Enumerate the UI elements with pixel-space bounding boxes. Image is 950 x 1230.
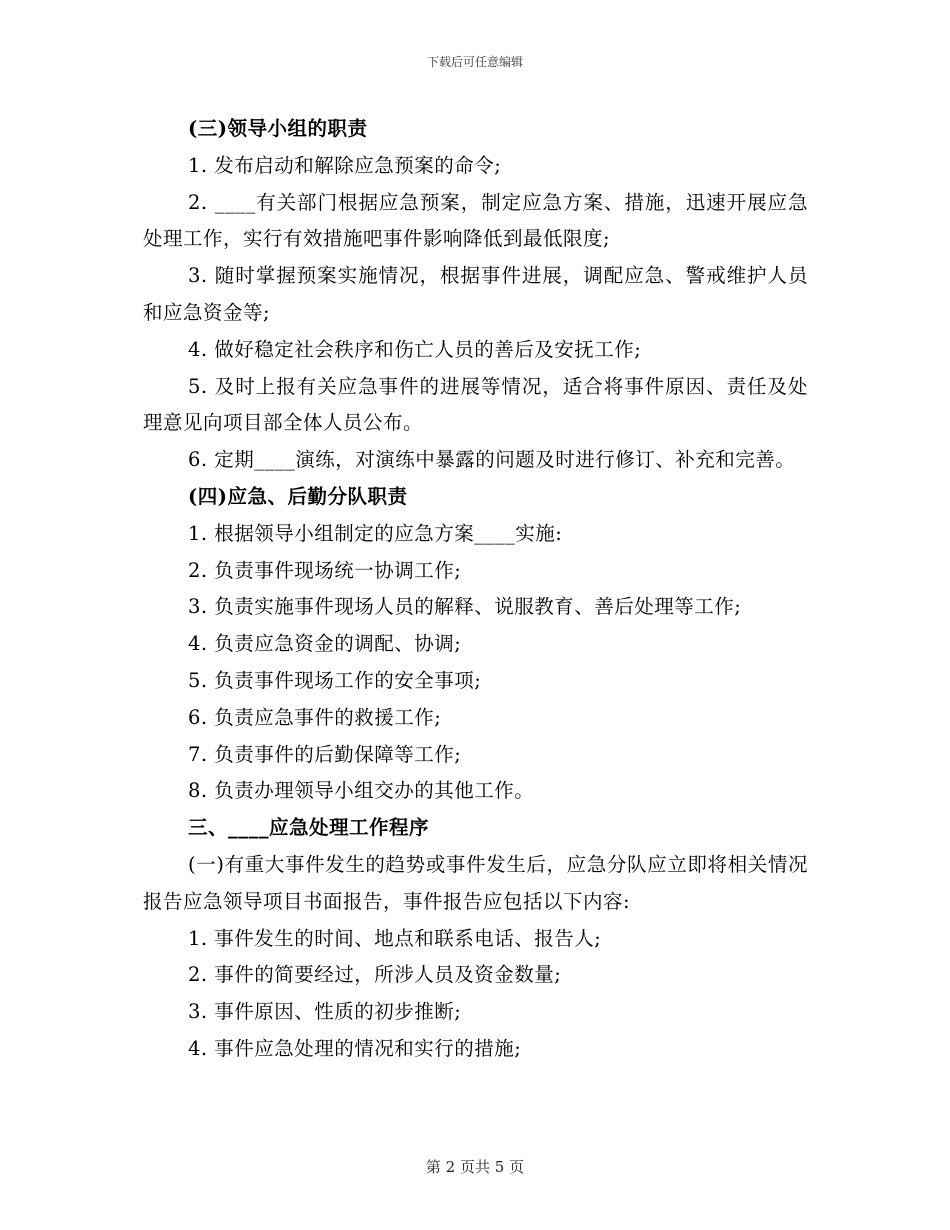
list-item: 5. 及时上报有关应急事件的进展等情况，适合将事件原因、责任及处理意见向项目部全体人员公布。 bbox=[143, 374, 808, 435]
section-heading: (三)领导小组的职责 bbox=[188, 117, 368, 140]
section-heading: 三、____应急处理工作程序 bbox=[188, 816, 430, 840]
document-body bbox=[143, 111, 808, 1068]
list-item: 7. 负责事件的后勤保障等工作; bbox=[188, 742, 462, 766]
list-item: 1. 事件发生的时间、地点和联系电话、报告人; bbox=[188, 926, 602, 950]
page-number: 第 2 页共 5 页 bbox=[425, 1158, 525, 1176]
list-item: 1. 根据领导小组制定的应急方案____实施: bbox=[188, 521, 563, 545]
list-item: 8. 负责办理领导小组交办的其他工作。 bbox=[188, 779, 535, 803]
list-item: 2. ____有关部门根据应急预案，制定应急方案、措施，迅速开展应急处理工作，实行有效措施吧事件影响降低到最低限度; bbox=[143, 190, 808, 251]
list-item: 3. 负责实施事件现场人员的解释、说服教育、善后处理等工作; bbox=[188, 595, 742, 619]
list-item: 5. 负责事件现场工作的安全事项; bbox=[188, 668, 482, 692]
list-item: 3. 随时掌握预案实施情况，根据事件进展，调配应急、警戒维护人员和应急资金等; bbox=[143, 264, 808, 324]
list-item: 1. 发布启动和解除应急预案的命令; bbox=[188, 153, 502, 177]
list-item: 4. 做好稳定社会秩序和伤亡人员的善后及安抚工作; bbox=[188, 337, 642, 361]
list-item: 2. 事件的简要经过，所涉人员及资金数量; bbox=[188, 963, 562, 987]
list-item: (一)有重大事件发生的趋势或事件发生后，应急分队应立即将相关情况报告应急领导项目书面报告，事件报告应包括以下内容: bbox=[143, 852, 808, 913]
list-item: 3. 事件原因、性质的初步推断; bbox=[188, 1000, 462, 1024]
list-item: 6. 定期____演练，对演练中暴露的问题及时进行修订、补充和完善。 bbox=[188, 448, 796, 472]
list-item: 2. 负责事件现场统一协调工作; bbox=[188, 558, 462, 582]
list-item: 4. 负责应急资金的调配、协调; bbox=[188, 632, 462, 656]
list-item: 6. 负责应急事件的救援工作; bbox=[188, 705, 442, 729]
list-item: 4. 事件应急处理的情况和实行的措施; bbox=[188, 1036, 522, 1060]
page-header: 下载后可任意编辑 bbox=[426, 55, 523, 69]
section-heading: (四)应急、后勤分队职责 bbox=[188, 484, 408, 508]
